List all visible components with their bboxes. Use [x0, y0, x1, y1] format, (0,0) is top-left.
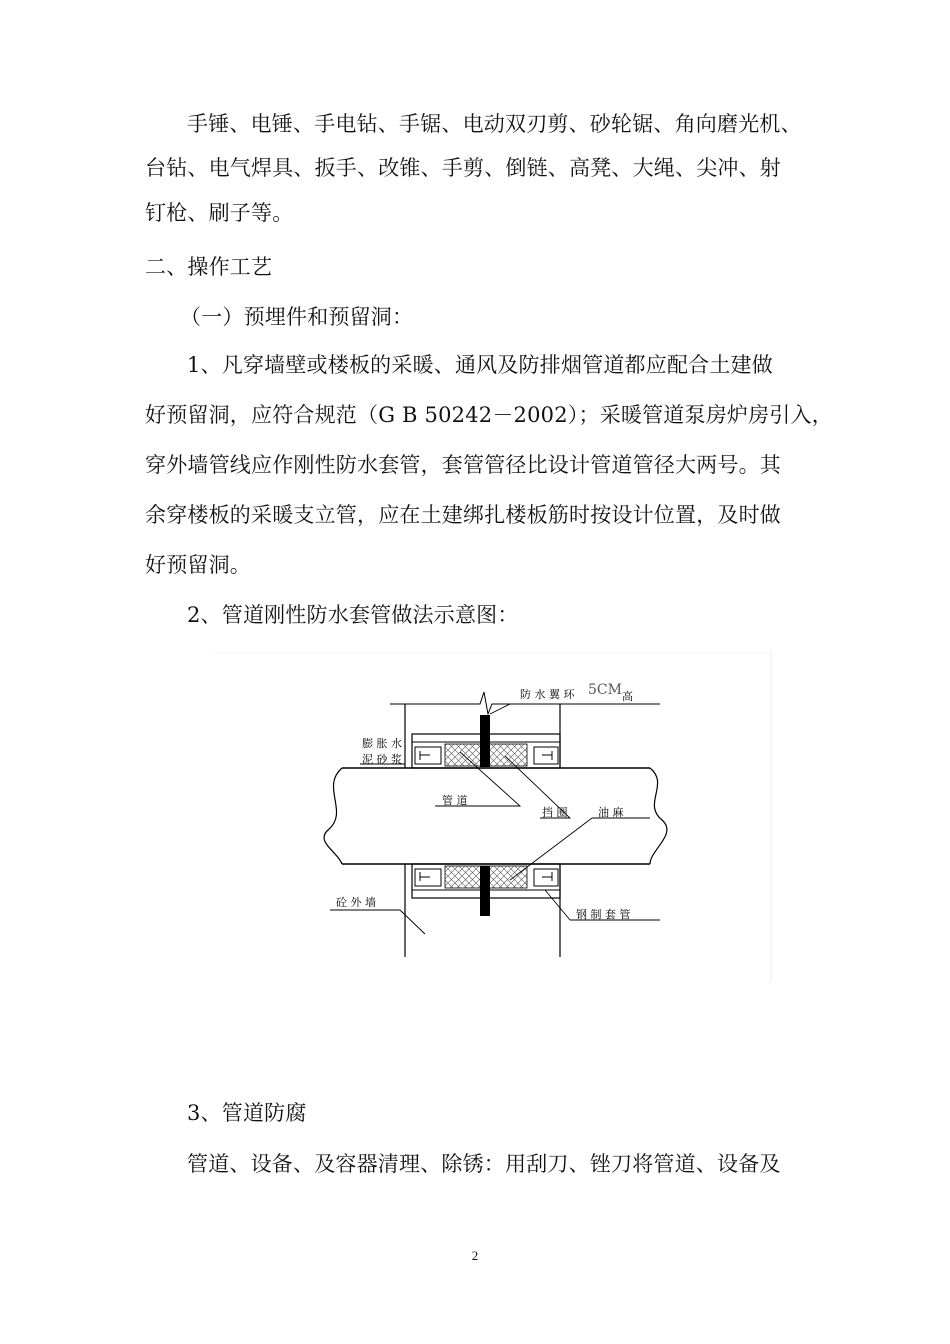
tools-line-1: 手锤、电锤、手电钻、手锯、电动双刃剪、砂轮锯、角向磨光机、 — [187, 112, 802, 136]
label-pipe: 管 道 — [442, 794, 468, 807]
label-stop-ring: 挡 圈 — [542, 806, 568, 819]
waterproof-ring-top — [480, 715, 490, 767]
label-steel-sleeve: 钢 制 套 管 — [576, 908, 631, 921]
label-oakum: 油 麻 — [598, 806, 624, 819]
page-number: 2 — [471, 1248, 479, 1263]
item3-text: 管道、设备、及容器清理、除锈：用刮刀、锉刀将管道、设备及 — [187, 1152, 781, 1176]
item1-line-3: 穿外墙管线应作刚性防水套管，套管管径比设计管道管径大两号。其 — [145, 453, 781, 477]
item3-heading: 3、管道防腐 — [187, 1101, 307, 1125]
waterproof-sleeve-diagram — [210, 652, 772, 982]
tools-line-2: 台钻、电气焊具、扳手、改锥、手剪、倒链、高凳、大绳、尖冲、射 — [145, 156, 781, 180]
item1-line-2: 好预留洞，应符合规范（G B 50242－2002）；采暖管道泵房炉房引入， — [145, 403, 833, 427]
pipe-break-left — [324, 768, 342, 864]
item1-line-1: 1、凡穿墙壁或楼板的采暖、通风及防排烟管道都应配合土建做 — [187, 353, 773, 377]
label-mortar-2: 泥 砂 浆 — [362, 753, 402, 766]
waterproof-ring-bottom — [480, 866, 490, 916]
label-high: 高 — [622, 690, 633, 703]
item1-line-5: 好预留洞。 — [145, 553, 251, 577]
tools-line-3: 钉枪、刷子等。 — [145, 201, 294, 225]
pipe-break-right — [650, 768, 667, 864]
label-mortar-1: 膨 胀 水 — [362, 737, 402, 750]
subsection-title: （一）预埋件和预留洞： — [180, 305, 414, 329]
section-title: 二、操作工艺 — [145, 255, 273, 279]
label-5cm: 5CM — [588, 682, 622, 698]
item1-line-4: 余穿楼板的采暖支立管，应在土建绑扎楼板筋时按设计位置，及时做 — [145, 503, 781, 527]
label-waterproof-ring: 防 水 翼 环 — [520, 688, 575, 701]
label-concrete-wall: 砼 外 墙 — [336, 896, 376, 909]
item2-heading: 2、管道刚性防水套管做法示意图： — [187, 603, 519, 627]
